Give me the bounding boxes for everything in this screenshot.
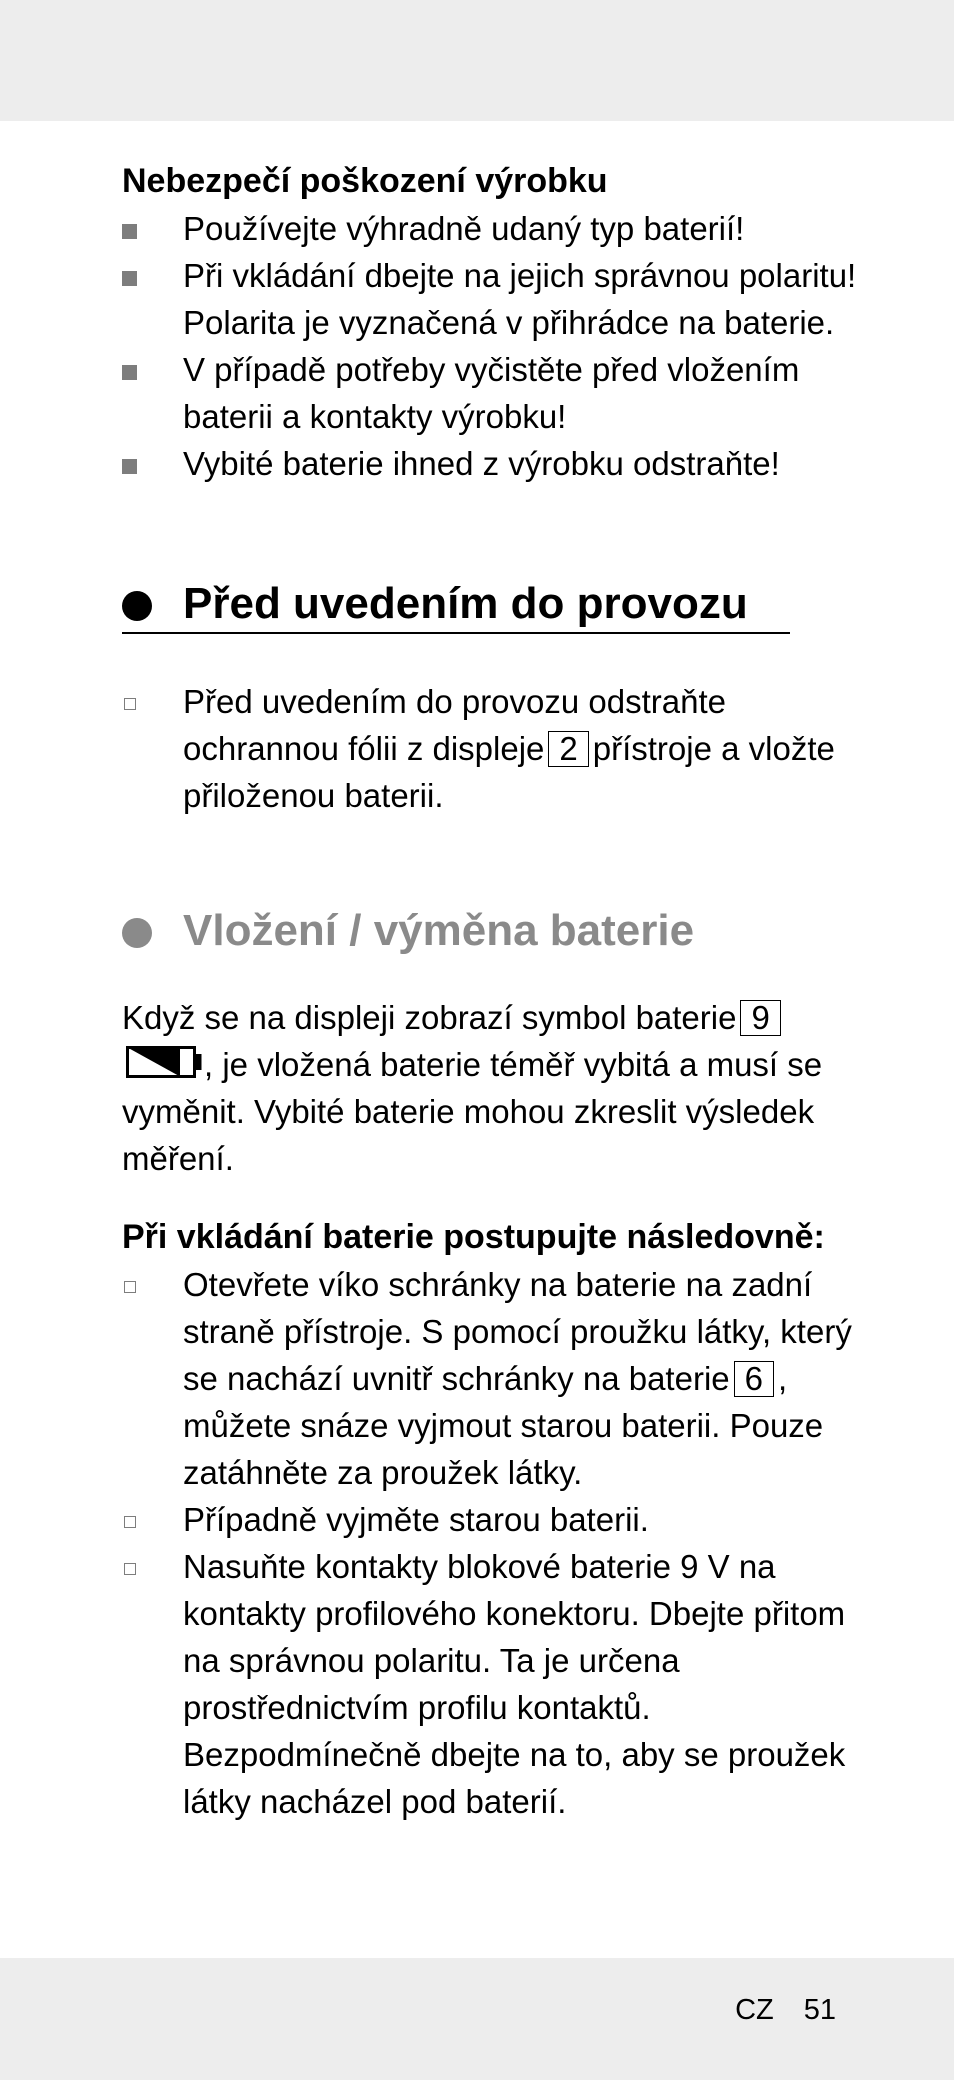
list-item: V případě potřeby vyčistěte před vložením baterii a kontakty výrobku! (122, 346, 862, 440)
top-band (0, 0, 954, 121)
square-bullet-icon (122, 459, 137, 474)
heading-underline (122, 632, 790, 634)
square-bullet-icon (122, 271, 137, 286)
reference-number: 6 (734, 1361, 774, 1397)
section2-heading: Před uvedením do provozu (122, 574, 862, 634)
reference-number: 2 (548, 731, 588, 767)
list-item: Při vkládání dbejte na jejich správnou polaritu! Polarita je vyznačená v přihrádce na baterie. (122, 252, 862, 346)
checkbox-bullet-icon (124, 1516, 136, 1528)
language-code: CZ (735, 1994, 774, 2026)
section3-steps (122, 1261, 862, 1825)
black-dot-icon (122, 591, 152, 621)
list-item: Nasuňte kontakty blokové baterie 9 V na kontakty profilového konektoru. Dbejte přitom na správnou polaritu. Ta je určena prostřednictvím profilu kontaktů. Bezpodmínečně dbejte na to, aby se proužek látky nacházel pod baterií. (122, 1543, 862, 1825)
section3-intro: Když se na displeji zobrazí symbol baterie 9, je vložená baterie téměř vybitá a musí se vyměnit. Vybité baterie mohou zkreslit výsledek měření. (122, 999, 823, 1177)
grey-dot-icon (122, 918, 152, 948)
section3-subheading: Při vkládání baterie postupujte následovně: (122, 1218, 825, 1256)
section2 (122, 574, 862, 634)
list-item: Používejte výhradně udaný typ baterií! (122, 205, 862, 252)
section1-list (122, 205, 862, 487)
list-item: Vybité baterie ihned z výrobku odstraňte! (122, 440, 862, 487)
list-item: Otevřete víko schránky na baterie na zadní straně přístroje. S pomocí proužku látky, který se nachází uvnitř schránky na baterie 6 , můžete snáze vyjmout starou baterii. Pouze zatáhněte za proužek látky. (122, 1261, 862, 1496)
page-content (122, 158, 862, 1825)
page-footer (735, 1990, 836, 2030)
square-bullet-icon (122, 365, 137, 380)
checkbox-bullet-icon (124, 1563, 136, 1575)
battery-low-icon (126, 1046, 204, 1078)
square-bullet-icon (122, 224, 137, 239)
list-item: Případně vyjměte starou baterii. (122, 1496, 862, 1543)
list-item: Před uvedením do provozu odstraňte ochrannou fólii z displeje 2 přístroje a vložte přiloženou baterii. (122, 678, 862, 819)
section3-heading: Vložení / výměna baterie (122, 901, 862, 961)
section2-list (122, 678, 862, 819)
checkbox-bullet-icon (124, 698, 136, 710)
reference-number: 9 (740, 1000, 780, 1036)
checkbox-bullet-icon (124, 1281, 136, 1293)
section1-heading: Nebezpečí poškození výrobku (122, 162, 608, 200)
page-number: 51 (803, 1994, 836, 2026)
